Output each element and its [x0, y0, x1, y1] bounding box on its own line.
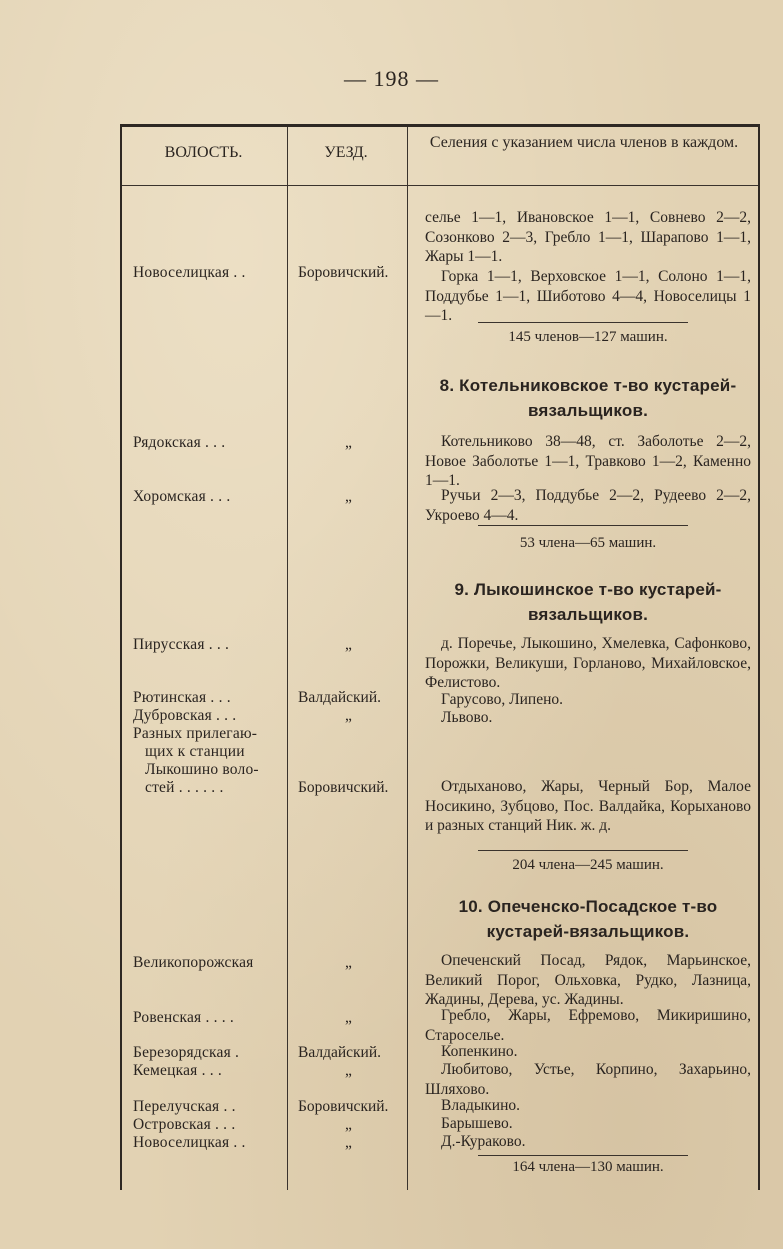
- villages-text: Отдыханово, Жары, Черный Бор, Малое Носикино, Зубцово, Пос. Валдайка, Корыханово и разных станций Ник. ж. д.: [425, 778, 751, 834]
- volost-name: Березорядская .: [133, 1044, 240, 1061]
- villages-text: д. Поречье, Лыкошино, Хмелевка, Сафонково, Порожки, Великуши, Горланово, Михайловское, Фелистово.: [425, 635, 751, 691]
- total-line: 145 членов—127 машин.: [508, 329, 668, 345]
- volost-name: Хоромская . . .: [133, 488, 231, 505]
- volost-name: Новоселицкая . .: [133, 264, 246, 281]
- villages-text: Ручьи 2—3, Поддубье 2—2, Рудеево 2—2, Укроево 4—4.: [425, 487, 751, 524]
- section-title: 10. Опеченско-Посадское т-во кустарей-вязальщиков.: [458, 897, 718, 941]
- uezd-name: „: [345, 707, 352, 724]
- uezd-name: Валдайский.: [298, 1044, 382, 1061]
- volost-name: стей . . . . . .: [145, 779, 224, 796]
- villages-text: Гарусово, Липено.: [441, 691, 563, 708]
- uezd-name: „: [345, 1062, 352, 1079]
- volost-name: Рютинская . . .: [133, 689, 231, 706]
- uezd-name: „: [345, 1009, 352, 1026]
- section-title: 8. Котельниковское т-во кустарей-вязальщиков.: [439, 376, 737, 420]
- header-volost: ВОЛОСТЬ.: [164, 144, 243, 161]
- total-line: 164 члена—130 машин.: [512, 1159, 664, 1175]
- uezd-name: „: [345, 1134, 352, 1151]
- villages-text: Любитово, Устье, Корпино, Захарьино, Шляхово.: [425, 1061, 751, 1098]
- villages-text: Барышево.: [441, 1115, 513, 1132]
- uezd-name: „: [345, 954, 352, 971]
- page-number: — 198 —: [344, 66, 439, 91]
- uezd-name: „: [345, 636, 352, 653]
- villages-text: Владыкино.: [441, 1097, 520, 1114]
- villages-text: Гребло, Жары, Ефремово, Микиришино, Староселье.: [425, 1007, 751, 1044]
- volost-name: Лыкошино воло-: [145, 761, 259, 778]
- uezd-name: Боровичский.: [298, 1098, 389, 1115]
- volost-name: Ровенская . . . .: [133, 1009, 234, 1026]
- volost-name: щих к станции: [145, 743, 245, 760]
- villages-text: Горка 1—1, Верховское 1—1, Солоно 1—1, Поддубье 1—1, Шиботово 4—4, Новоселицы 1—1.: [425, 268, 751, 324]
- volost-name: Островская . . .: [133, 1116, 236, 1133]
- uezd-name: „: [345, 1116, 352, 1133]
- header-villages: Селения с указанием числа членов в каждом.: [429, 134, 739, 151]
- volost-name: Пирусская . . .: [133, 636, 230, 653]
- villages-text: селье 1—1, Ивановское 1—1, Совнево 2—2, Созонково 2—3, Гребло 1—1, Шарапово 1—1, Жары 1—1.: [425, 209, 751, 265]
- volost-name: Великопорожская: [133, 954, 254, 971]
- header-divider: [122, 185, 758, 186]
- uezd-name: Боровичский.: [298, 779, 389, 796]
- uezd-name: „: [345, 488, 352, 505]
- villages-text: Опеченский Посад, Рядок, Марьинское, Великий Порог, Ольховка, Рудко, Лазница, Жадины, Дерева, ус. Жадины.: [425, 952, 751, 1008]
- villages-text: Котельниково 38—48, ст. Заболотье 2—2, Новое Заболотье 1—1, Травково 1—2, Каменно 1—1.: [425, 433, 751, 489]
- column-divider-1: [287, 127, 288, 1190]
- villages-text: Львово.: [441, 709, 493, 726]
- total-line: 204 члена—245 машин.: [512, 857, 664, 873]
- volost-name: Новоселицкая . .: [133, 1134, 246, 1151]
- section-title: 9. Лыкошинское т-во кустарей-вязальщиков.: [454, 580, 722, 624]
- volost-name: Дубровская . . .: [133, 707, 237, 724]
- villages-text: Д.-Кураково.: [441, 1133, 526, 1150]
- rule: [478, 850, 688, 851]
- column-divider-2: [407, 127, 408, 1190]
- total-line: 53 члена—65 машин.: [519, 535, 657, 551]
- volost-name: Кемецкая . . .: [133, 1062, 222, 1079]
- volost-name: Разных прилегаю-: [133, 725, 258, 742]
- villages-text: Копенкино.: [441, 1043, 518, 1060]
- rule: [478, 525, 688, 526]
- uezd-name: Валдайский.: [298, 689, 382, 706]
- header-uezd: УЕЗД.: [324, 144, 368, 161]
- uezd-name: „: [345, 434, 352, 451]
- uezd-name: Боровичский.: [298, 264, 389, 281]
- rule: [478, 1155, 688, 1156]
- rule: [478, 322, 688, 323]
- volost-name: Рядокская . . .: [133, 434, 226, 451]
- volost-name: Перелучская . .: [133, 1098, 236, 1115]
